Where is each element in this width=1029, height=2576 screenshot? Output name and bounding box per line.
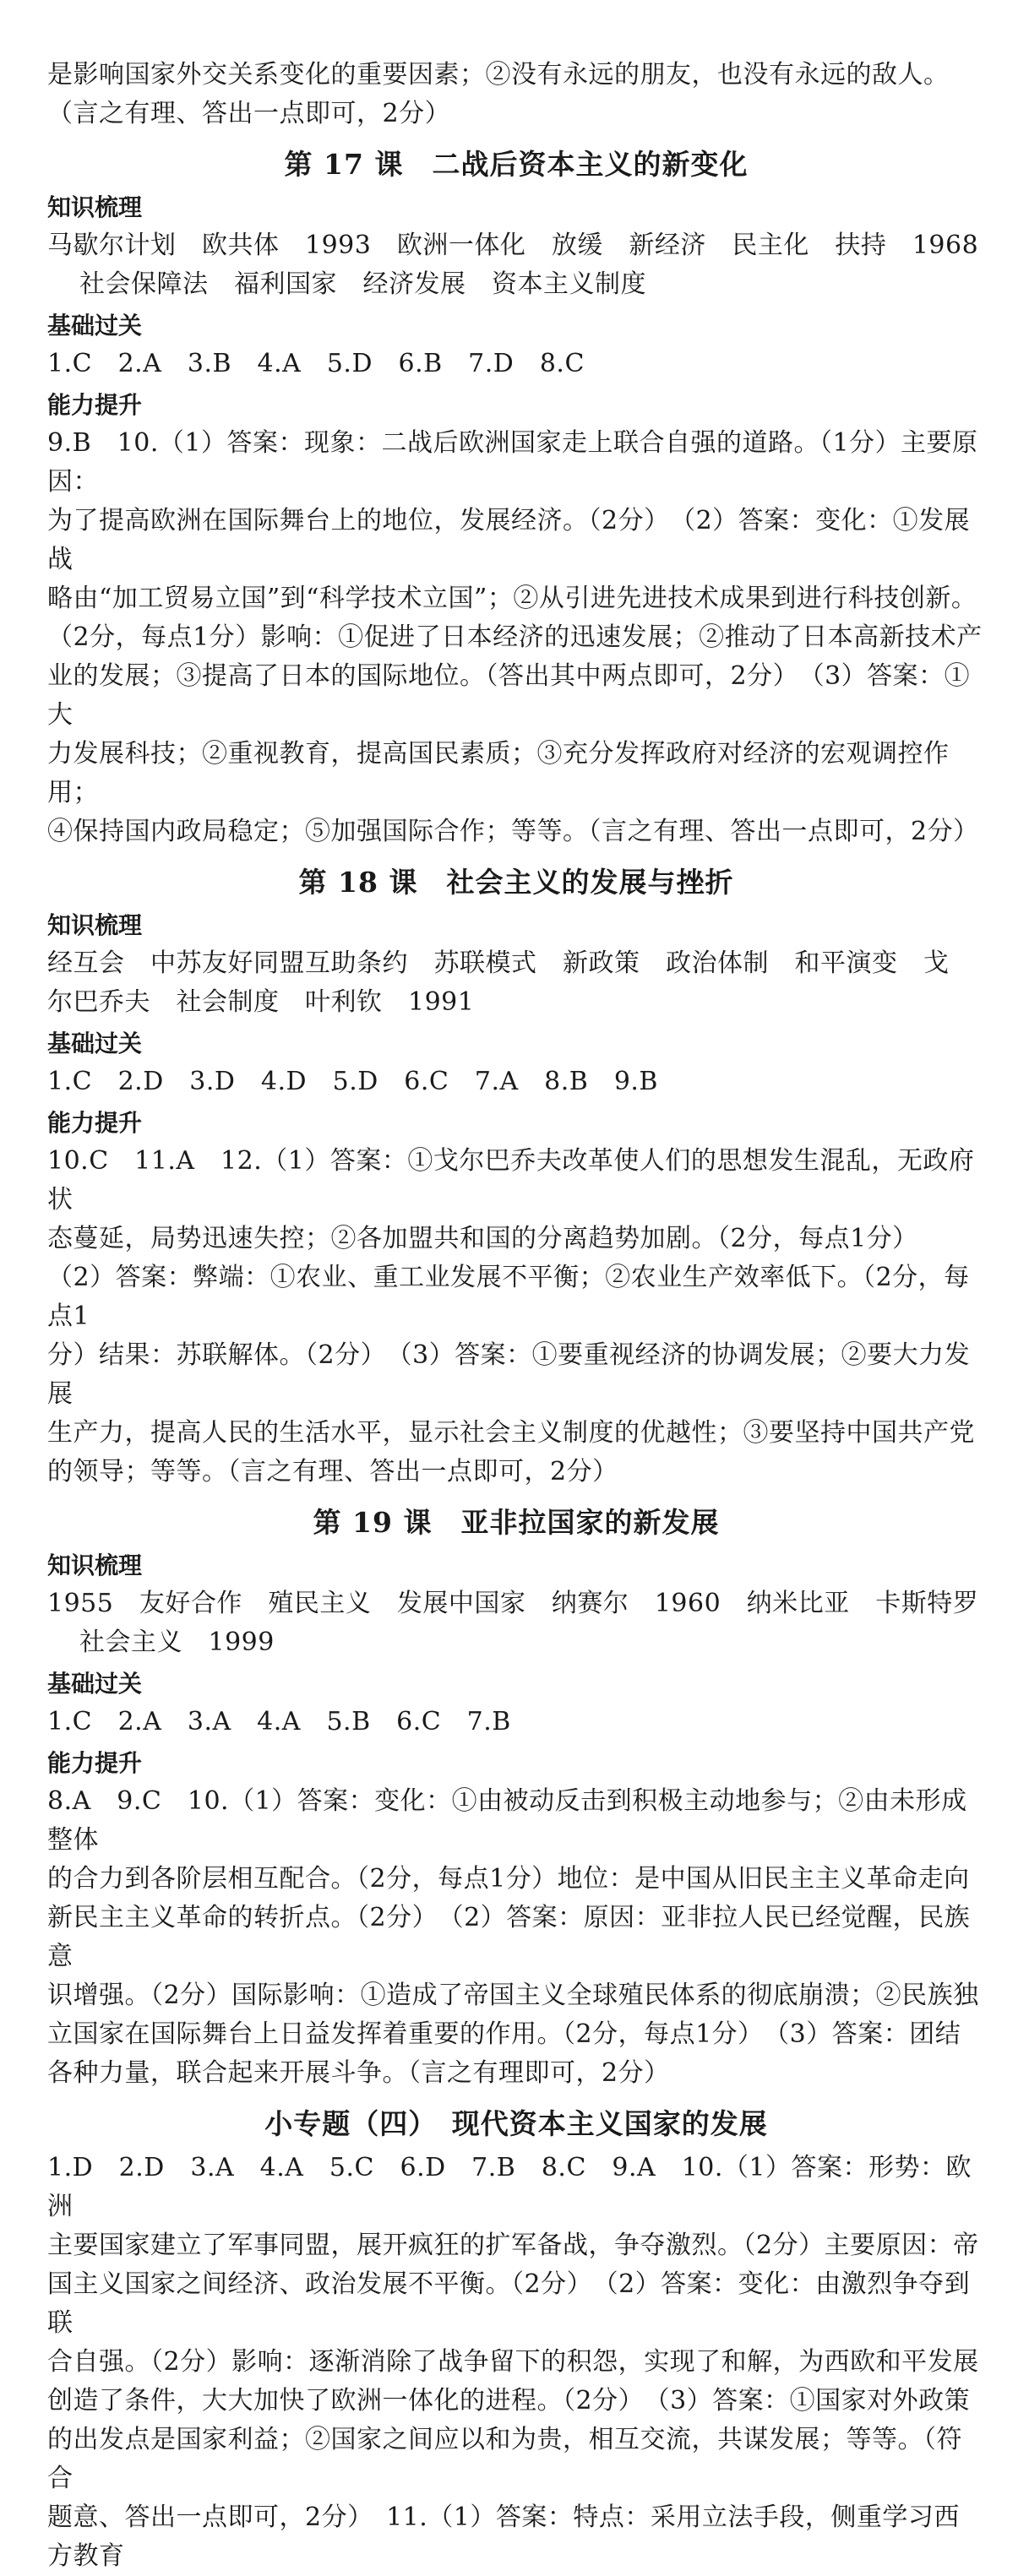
ability-line: 的领导；等等。（言之有理、答出一点即可，2分） <box>47 1457 618 1486</box>
knowledge-heading: 知识梳理 <box>47 911 143 939</box>
topic-4-title: 小专题（四） 现代资本主义国家的发展 <box>264 2107 768 2140</box>
basic-heading: 基础过关 <box>47 1030 143 1057</box>
topic-line: 国主义国家之间经济、政治发展不平衡。（2分） （2）答案：变化：由激烈争夺到联 <box>47 2269 971 2338</box>
topic-line: 题意、答出一点即可，2分） 11.（1）答案：特点：采用立法手段，侧重学习西方教育 <box>47 2503 960 2571</box>
keywords-line: 经互会 中苏友好同盟互助条约 苏联模式 新政策 政治体制 和平演变 戈 <box>47 948 950 978</box>
ability-line: 略由“加工贸易立国”到“科学技术立国”；②从引进先进技术成果到进行科技创新。 <box>47 584 977 613</box>
lesson-18-title: 第 18 课 社会主义的发展与挫折 <box>298 866 734 899</box>
intro-line: （言之有理、答出一点即可，2分） <box>47 99 451 128</box>
topic-line: 1.D 2.D 3.A 4.A 5.C 6.D 7.B 8.C 9.A 10.（1）答案：形势：欧洲 <box>47 2153 972 2221</box>
topic-line: 合自强。（2分）影响：逐渐消除了战争留下的积怨，实现了和解，为西欧和平发展 <box>47 2347 979 2377</box>
ability-line: 为了提高欧洲在国际舞台上的地位，发展经济。（2分） （2）答案：变化：①发展战 <box>47 506 971 574</box>
knowledge-heading: 知识梳理 <box>47 1552 143 1579</box>
basic-heading: 基础过关 <box>47 312 143 340</box>
ability-heading: 能力提升 <box>47 1109 143 1137</box>
ability-line: ④保持国内政局稳定；⑤加强国际合作；等等。（言之有理、答出一点即可，2分） <box>47 817 979 846</box>
intro-line: 是影响国家外交关系变化的重要因素；②没有永远的朋友，也没有永远的敌人。 <box>47 60 950 90</box>
ability-line: 业的发展；③提高了日本的国际地位。（答出其中两点即可，2分） （3）答案：①大 <box>47 661 971 730</box>
ability-line: 分）结果：苏联解体。（2分） （3）答案：①要重视经济的协调发展；②要大力发展 <box>47 1340 971 1409</box>
keywords-line: 1955 友好合作 殖民主义 发展中国家 纳赛尔 1960 纳米比亚 卡斯特罗 <box>47 1589 979 1618</box>
basic-heading: 基础过关 <box>47 1670 143 1698</box>
ability-line: 力发展科技；②重视教育，提高国民素质；③充分发挥政府对经济的宏观调控作用； <box>47 739 950 807</box>
ability-line: 各种力量，联合起来开展斗争。（言之有理即可，2分） <box>47 2058 670 2088</box>
ability-line: 生产力，提高人民的生活水平，显示社会主义制度的优越性；③要坚持中国共产党 <box>47 1418 975 1448</box>
topic-line: 创造了条件，大大加快了欧洲一体化的进程。（2分） （3）答案：①国家对外政策 <box>47 2386 971 2416</box>
ability-line: 10.C 11.A 12.（1）答案：①戈尔巴乔夫改革使人们的思想发生混乱，无政府状 <box>47 1146 975 1215</box>
ability-line: 8.A 9.C 10.（1）答案：变化：①由被动反击到积极主动地参与；②由未形成整体 <box>47 1786 967 1855</box>
ability-line: 态蔓延，局势迅速失控；②各加盟共和国的分离趋势加剧。（2分，每点1分） <box>47 1224 918 1253</box>
ability-line: （2分，每点1分）影响：①促进了日本经济的迅速发展；②推动了日本高新技术产 <box>47 622 983 652</box>
basic-answers: 1.C 2.A 3.B 4.A 5.D 6.B 7.D 8.C <box>47 349 585 378</box>
topic-line: 主要国家建立了军事同盟，展开疯狂的扩军备战，争夺激烈。（2分）主要原因：帝 <box>47 2231 979 2260</box>
topic-line: 的出发点是国家利益；②国家之间应以和为贵，相互交流，共谋发展；等等。（符合 <box>47 2425 962 2493</box>
ability-line: 新民主主义革命的转折点。（2分） （2）答案：原因：亚非拉人民已经觉醒，民族意 <box>47 1903 971 1971</box>
knowledge-heading: 知识梳理 <box>47 193 143 221</box>
keywords-line: 尔巴乔夫 社会制度 叶利钦 1991 <box>47 987 475 1017</box>
ability-heading: 能力提升 <box>47 391 143 419</box>
keywords-line: 社会主义 1999 <box>79 1628 275 1657</box>
keywords-line: 马歇尔计划 欧共体 1993 欧洲一体化 放缓 新经济 民主化 扶持 1968 <box>47 231 979 260</box>
basic-answers: 1.C 2.A 3.A 4.A 5.B 6.C 7.B <box>47 1707 511 1736</box>
ability-line: 的合力到各阶层相互配合。（2分，每点1分）地位：是中国从旧民主主义革命走向 <box>47 1864 970 1894</box>
lesson-19-title: 第 19 课 亚非拉国家的新发展 <box>313 1506 720 1539</box>
keywords-line: 社会保障法 福利国家 经济发展 资本主义制度 <box>79 269 646 299</box>
ability-heading: 能力提升 <box>47 1749 143 1777</box>
ability-line: 识增强。（2分）国际影响：①造成了帝国主义全球殖民体系的彻底崩溃；②民族独 <box>47 1981 979 2010</box>
ability-line: 9.B 10.（1）答案：现象：二战后欧洲国家走上联合自强的道路。（1分）主要原因： <box>47 428 978 497</box>
basic-answers: 1.C 2.D 3.D 4.D 5.D 6.C 7.A 8.B 9.B <box>47 1067 658 1096</box>
ability-line: 立国家在国际舞台上日益发挥着重要的作用。（2分，每点1分） （3）答案：团结 <box>47 2019 961 2049</box>
ability-line: （2）答案：弊端：①农业、重工业发展不平衡；②农业生产效率低下。（2分，每点1 <box>47 1263 970 1331</box>
lesson-17-title: 第 17 课 二战后资本主义的新变化 <box>284 148 749 181</box>
